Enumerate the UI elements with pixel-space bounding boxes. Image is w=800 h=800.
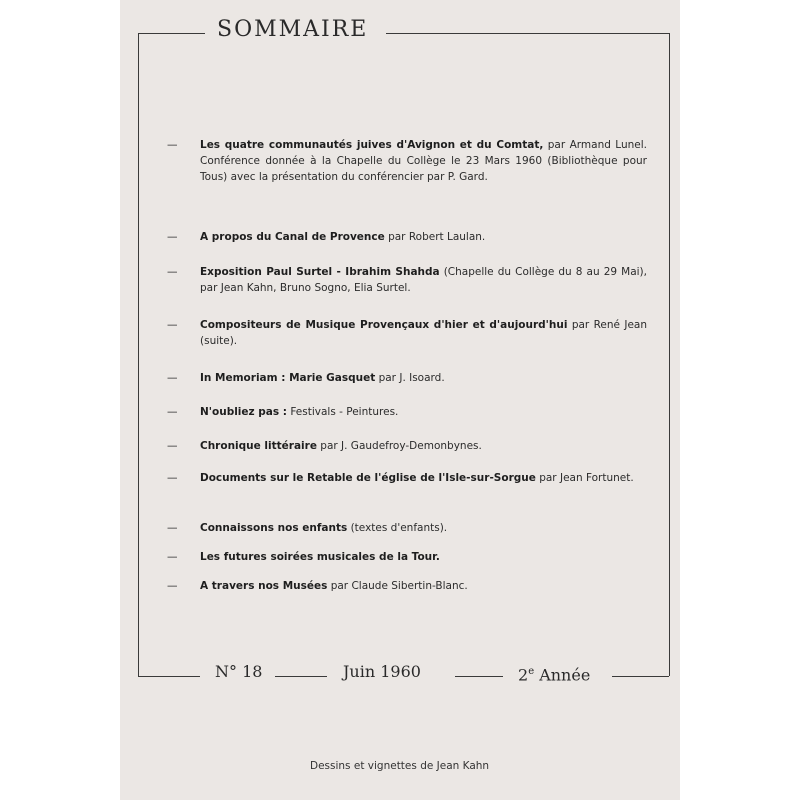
entry-detail: Festivals - Peintures. [287,406,399,418]
entry-detail: par J. Gaudefroy-Demonbynes. [316,440,482,452]
toc-entry [167,470,647,486]
entry-dash: — [167,406,178,418]
toc-entry [167,438,647,454]
entry-detail: par Robert Laulan. [384,231,486,243]
entry-title: Connaissons nos enfants [200,522,348,534]
entry-detail: par Jean Fortunet. [535,472,634,484]
bottom-rule-1 [138,676,200,677]
entry-title: Chronique littéraire [200,440,317,452]
toc-entry [167,404,647,420]
toc-entry [167,370,647,386]
top-rule-left [138,33,205,34]
bottom-rule-4 [612,676,669,677]
entry-title: N'oubliez pas : [200,406,287,418]
entry-detail: par René Jean (suite). [200,319,647,347]
entry-dash: — [167,319,178,331]
entry-dash: — [167,440,178,452]
entry-detail: par J. Isoard. [375,372,445,384]
entry-detail: (Chapelle du Collège du 8 au 29 Mai), par Jean Kahn, Bruno Sogno, Elia Surtel. [200,266,647,294]
illustration-credit: Dessins et vignettes de Jean Kahn [310,760,490,772]
entry-title: A travers nos Musées [200,580,328,592]
issue-year: 2e Année [518,665,591,685]
entry-title: Les futures soirées musicales de la Tour. [200,551,440,563]
toc-entry [167,578,647,594]
bottom-rule-3 [455,676,503,677]
toc-entry [167,229,647,245]
toc-entry [167,317,647,349]
entry-title: Exposition Paul Surtel - Ibrahim Shahda [200,266,440,278]
toc-entry [167,549,647,565]
entry-dash: — [167,266,178,278]
entry-title: A propos du Canal de Provence [200,231,385,243]
entry-dash: — [167,231,178,243]
issue-number: N° 18 [215,662,263,681]
entry-dash: — [167,472,178,484]
entry-title: Les quatre communautés juives d'Avignon et du Comtat, [200,139,544,151]
entry-title: In Memoriam : Marie Gasquet [200,372,376,384]
issue-date: Juin 1960 [343,662,421,681]
entry-dash: — [167,551,178,563]
bottom-rule-2 [275,676,327,677]
toc-entry [167,264,647,296]
entry-detail: par Armand Lunel. Conférence donnée à la Chapelle du Collège le 23 Mars 1960 (Bibliothèque pour Tous) avec la présentation du conférencier par P. Gard. [200,139,647,183]
entry-detail: par Claude Sibertin-Blanc. [327,580,468,592]
entry-dash: — [167,580,178,592]
toc-entry [167,137,647,185]
entry-title: Documents sur le Retable de l'église de l'Isle-sur-Sorgue [200,472,536,484]
top-rule-right [386,33,669,34]
entry-dash: — [167,139,178,151]
entry-dash: — [167,522,178,534]
entry-dash: — [167,372,178,384]
page-title: SOMMAIRE [217,17,369,42]
toc-entry [167,520,647,536]
entry-detail: (textes d'enfants). [347,522,448,534]
entry-title: Compositeurs de Musique Provençaux d'hier et d'aujourd'hui [200,319,568,331]
